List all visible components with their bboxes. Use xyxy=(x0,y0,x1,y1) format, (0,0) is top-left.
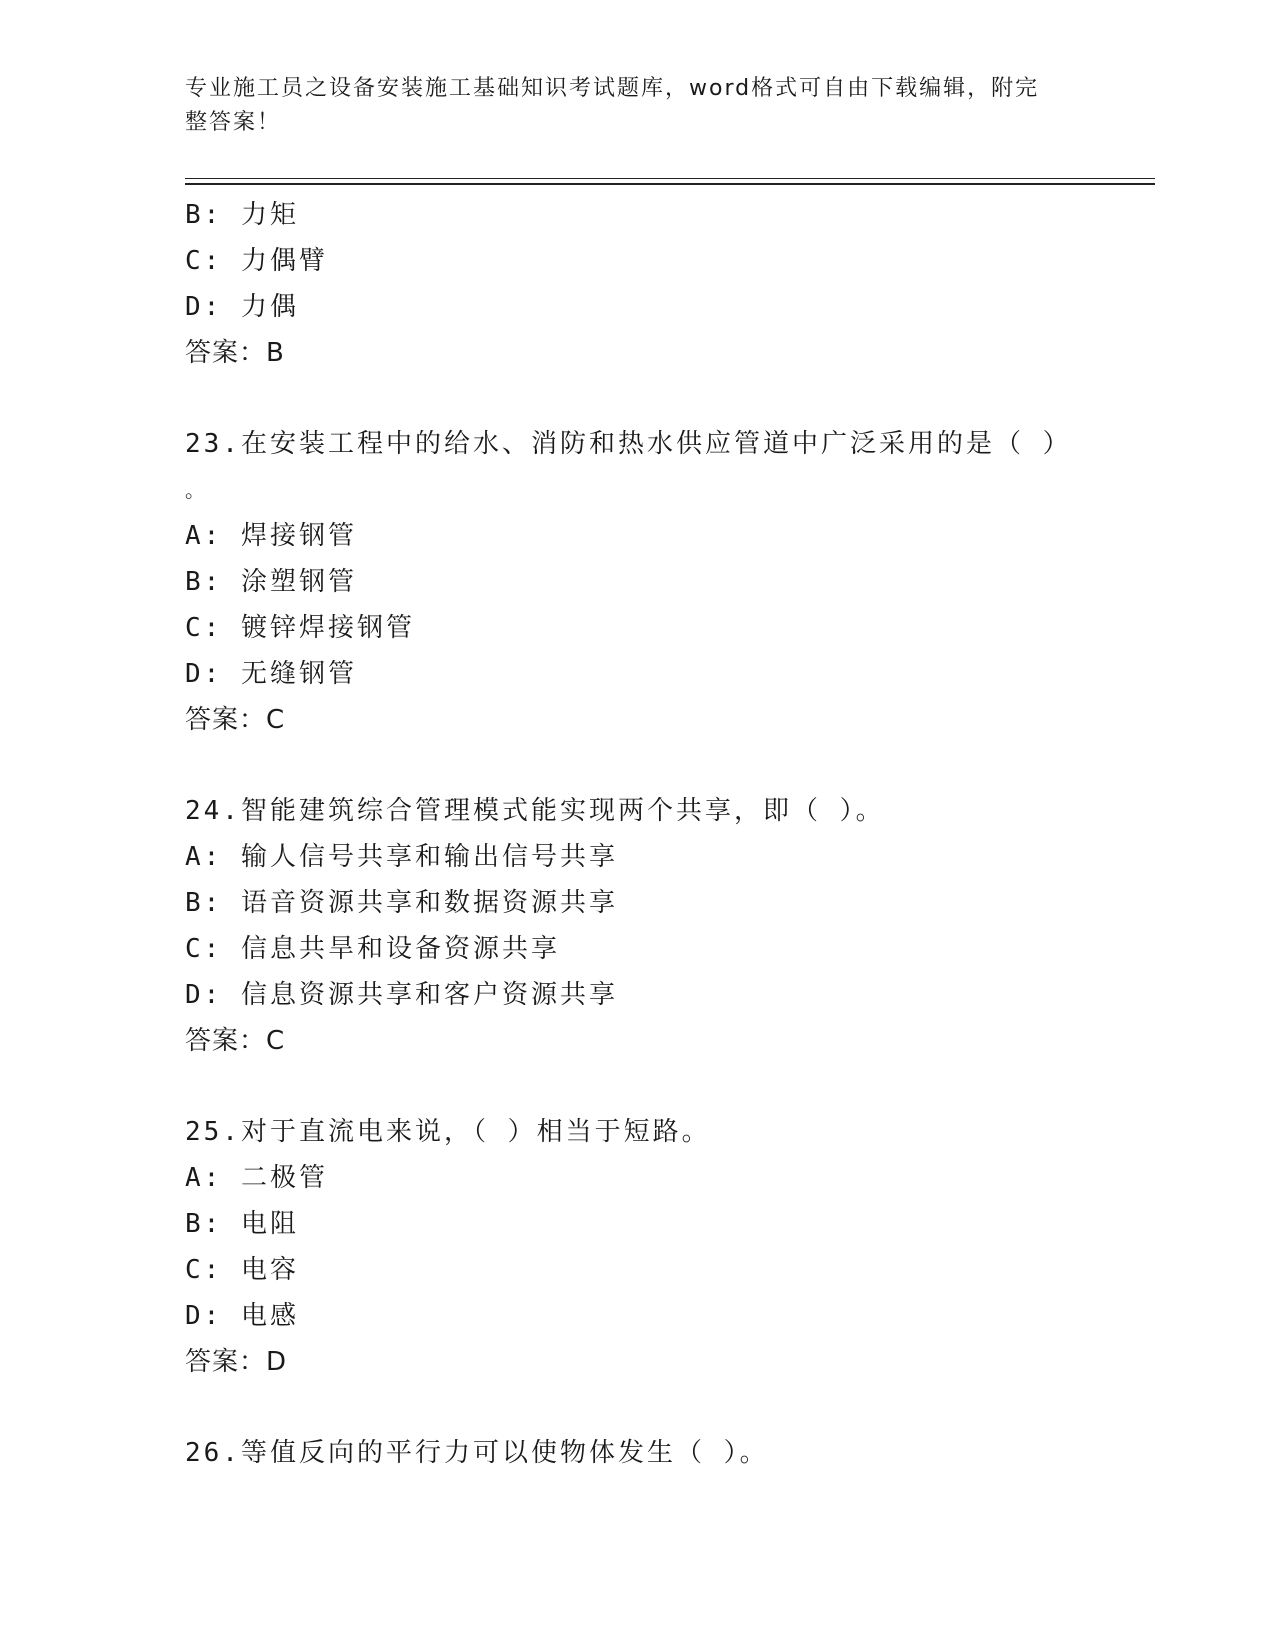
question-25 xyxy=(185,1109,1185,1385)
question-26 xyxy=(185,1430,1185,1476)
option-c: C: 镀锌焊接钢管 xyxy=(185,613,415,643)
question-stem: 26.等值反向的平行力可以使物体发生（ ）。 xyxy=(185,1438,769,1468)
option-b: B: 语音资源共享和数据资源共享 xyxy=(185,888,618,918)
option-b: B: 涂塑钢管 xyxy=(185,567,357,597)
option-b: B: 力矩 xyxy=(185,200,299,230)
option-a: A: 二极管 xyxy=(185,1163,328,1193)
option-d: D: 电感 xyxy=(185,1301,299,1331)
question-stem: 24.智能建筑综合管理模式能实现两个共享，即（ ）。 xyxy=(185,796,885,826)
header-divider-top xyxy=(185,178,1155,179)
question-22 xyxy=(185,192,1185,376)
answer: 答案：D xyxy=(185,1347,288,1377)
document-header xyxy=(185,72,1065,140)
option-c: C: 力偶臂 xyxy=(185,246,328,276)
option-d: D: 无缝钢管 xyxy=(185,659,357,689)
question-list xyxy=(185,192,1185,1476)
answer: 答案：B xyxy=(185,338,285,368)
question-stem-end: 。 xyxy=(185,478,208,502)
option-d: D: 信息资源共享和客户资源共享 xyxy=(185,980,618,1010)
option-c: C: 电容 xyxy=(185,1255,299,1285)
header-line-2: 整答案！ xyxy=(185,110,282,135)
option-d: D: 力偶 xyxy=(185,292,299,322)
question-24 xyxy=(185,788,1185,1064)
answer: 答案：C xyxy=(185,1026,286,1056)
header-line-1: 专业施工员之设备安装施工基础知识考试题库，word格式可自由下载编辑，附完 xyxy=(185,76,1040,101)
option-b: B: 电阻 xyxy=(185,1209,299,1239)
question-stem: 23.在安装工程中的给水、消防和热水供应管道中广泛采用的是（ ） xyxy=(185,429,1072,459)
header-divider-bottom xyxy=(185,183,1155,185)
question-stem: 25.对于直流电来说，（ ）相当于短路。 xyxy=(185,1117,711,1147)
option-a: A: 焊接钢管 xyxy=(185,521,357,551)
option-c: C: 信息共旱和设备资源共享 xyxy=(185,934,560,964)
question-23 xyxy=(185,421,1185,743)
option-a: A: 输人信号共享和输出信号共享 xyxy=(185,842,618,872)
answer: 答案：C xyxy=(185,705,286,735)
